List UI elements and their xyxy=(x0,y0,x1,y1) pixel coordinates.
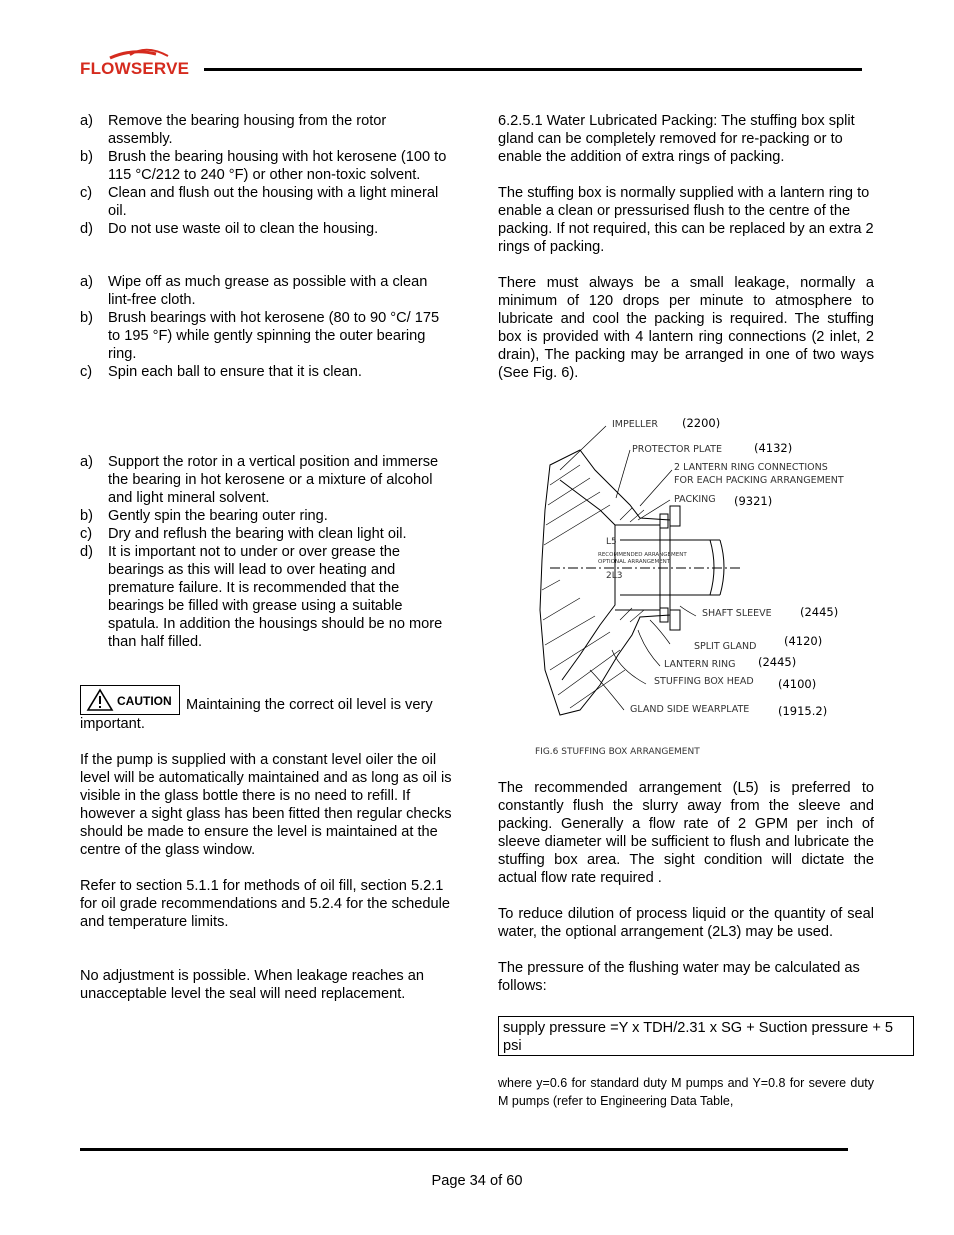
water-lubricated-paragraph: 6.2.5.1 Water Lubricated Packing: The stuffing box split gland can be completely removed for re-packing or to enable the addition of extra rings of packing. xyxy=(498,113,855,165)
refer-paragraph: Refer to section 5.1.1 for methods of oil fill, section 5.2.1 for oil grade recommendations and 5.2.4 for the schedule and temperature limits. xyxy=(80,878,450,930)
list-item: a) Remove the bearing housing from the rotor assembly. xyxy=(80,113,387,147)
logo-text: FLOWSERVE xyxy=(80,59,190,78)
lantern-connections-label-2: FOR EACH PACKING ARRANGEMENT xyxy=(674,475,844,486)
list-item: a) Support the rotor in a vertical position and immerse the bearing in hot kerosene or a mixture of alcohol and light mineral solvent. xyxy=(80,454,439,506)
adjustment-paragraph: No adjustment is possible. When leakage reaches an unacceptable level the seal will need replacement. xyxy=(80,968,424,1002)
split-gland-label: SPLIT GLAND xyxy=(694,641,757,652)
bearing-cleaning-list xyxy=(80,273,454,381)
stuffing-box-head-label: STUFFING BOX HEAD xyxy=(654,676,754,687)
2l3-label: 2L3 xyxy=(606,571,623,581)
recommended-arrangement-paragraph: The recommended arrangement (L5) is preferred to constantly flush the slurry away from the sleeve and packing. Generally a flow rate of 2 GPM per inch of sleeve diameter will be sufficient to flush and lubricate the stuffing box area. The sight condition will dictate the actual flow rate required . xyxy=(498,780,874,886)
split-gland-part-number: (4120) xyxy=(784,634,823,648)
lantern-ring-label: LANTERN RING xyxy=(664,659,736,670)
impeller-label: IMPELLER xyxy=(612,419,658,430)
footer-rule xyxy=(80,1148,848,1151)
packing-label: PACKING xyxy=(674,494,716,505)
right-column-top xyxy=(498,112,874,382)
recommended-arrangement-label: RECOMMENDED ARRANGEMENT xyxy=(598,552,687,558)
caution-label: CAUTION xyxy=(117,694,172,708)
list-item: b) Gently spin the bearing outer ring. xyxy=(80,508,328,524)
oiler-paragraph: If the pump is supplied with a constant level oiler the oil level will be automatically maintained and as long as oil is visible in the glass bottle there is no need to refill. If however a sight glass has been fitted then regular checks should be made to ensure the level is maintained at the centre of the glass window. xyxy=(80,752,452,858)
gland-side-wearplate-part-number: (1915.2) xyxy=(778,704,828,718)
stuffing-box-figure xyxy=(520,410,890,760)
dilution-paragraph: To reduce dilution of process liquid or the quantity of seal water, the optional arrangement (2L3) may be used. xyxy=(498,906,874,940)
caution-paragraph xyxy=(80,685,454,733)
header-rule xyxy=(204,68,862,71)
pressure-paragraph: The pressure of the flushing water may be calculated as follows: xyxy=(498,960,860,994)
packing-part-number: (9321) xyxy=(734,494,773,508)
optional-arrangement-label: OPTIONAL ARRANGEMENT xyxy=(598,559,671,565)
list-item: d) Do not use waste oil to clean the housing. xyxy=(80,221,379,237)
list-item: b) Brush bearings with hot kerosene (80 to 90 °C/ 175 to 195 °F) while gently spinning the outer bearing ring. xyxy=(80,310,440,362)
caution-badge xyxy=(80,685,180,715)
protector-plate-part-number: (4132) xyxy=(754,441,793,455)
lantern-ring-part-number: (2445) xyxy=(758,655,797,669)
shaft-sleeve-part-number: (2445) xyxy=(800,605,839,619)
protector-plate-label: PROTECTOR PLATE xyxy=(632,444,722,455)
leakage-paragraph: There must always be a small leakage, normally a minimum of 120 drops per minute to atmosphere to lubricate and cool the packing is required. The stuffing box is provided with 4 lantern ring connections (2 inlet, 2 drain), The packing may be arranged in one of two ways (See Fig. 6). xyxy=(498,275,874,381)
gland-side-wearplate-label: GLAND SIDE WEARPLATE xyxy=(630,704,750,715)
list-item: c) Spin each ball to ensure that it is clean. xyxy=(80,364,362,380)
page-number: Page 34 of 60 xyxy=(431,1173,523,1189)
impeller-part-number: (2200) xyxy=(682,416,721,430)
list-item: d) It is important not to under or over grease the bearings as this will lead to over heating and premature failure. It is recommended that the bearings be filled with grease using a suitable spatula. In addition the housings should be no more than half filled. xyxy=(80,544,443,650)
list-item: b) Brush the bearing housing with hot kerosene (100 to 115 °C/212 to 240 °F) or other non-toxic solvent. xyxy=(80,149,447,183)
shaft-sleeve-label: SHAFT SLEEVE xyxy=(702,608,772,619)
figure-caption: FIG.6 STUFFING BOX ARRANGEMENT xyxy=(535,747,700,757)
stuffing-box-head-part-number: (4100) xyxy=(778,677,817,691)
formula-text: supply pressure =Y x TDH/2.31 x SG + Suction pressure + 5 psi xyxy=(503,1020,894,1054)
where-paragraph: where y=0.6 for standard duty M pumps and Y=0.8 for severe duty M pumps (refer to Engineering Data Table, xyxy=(498,1076,874,1108)
list-item: a) Wipe off as much grease as possible with a clean lint-free cloth. xyxy=(80,274,428,308)
formula-box xyxy=(498,1016,914,1056)
lantern-connections-label: 2 LANTERN RING CONNECTIONS xyxy=(674,462,828,473)
caution-text: Maintaining the correct oil level is very important. xyxy=(80,697,433,732)
right-column-bottom xyxy=(498,779,874,995)
housing-cleaning-list xyxy=(80,112,454,238)
left-column xyxy=(80,112,454,1003)
l5-label: L5 xyxy=(606,537,617,547)
rotor-bearing-list xyxy=(80,453,454,651)
list-item: c) Clean and flush out the housing with a light mineral oil. xyxy=(80,185,439,219)
warning-triangle-icon xyxy=(85,687,115,713)
flowserve-logo xyxy=(80,46,200,86)
list-item: c) Dry and reflush the bearing with clean light oil. xyxy=(80,526,407,542)
lantern-ring-paragraph: The stuffing box is normally supplied with a lantern ring to enable a clean or pressurised flush to the centre of the packing. If not required, this can be replaced by an extra 2 rings of packing. xyxy=(498,185,874,255)
